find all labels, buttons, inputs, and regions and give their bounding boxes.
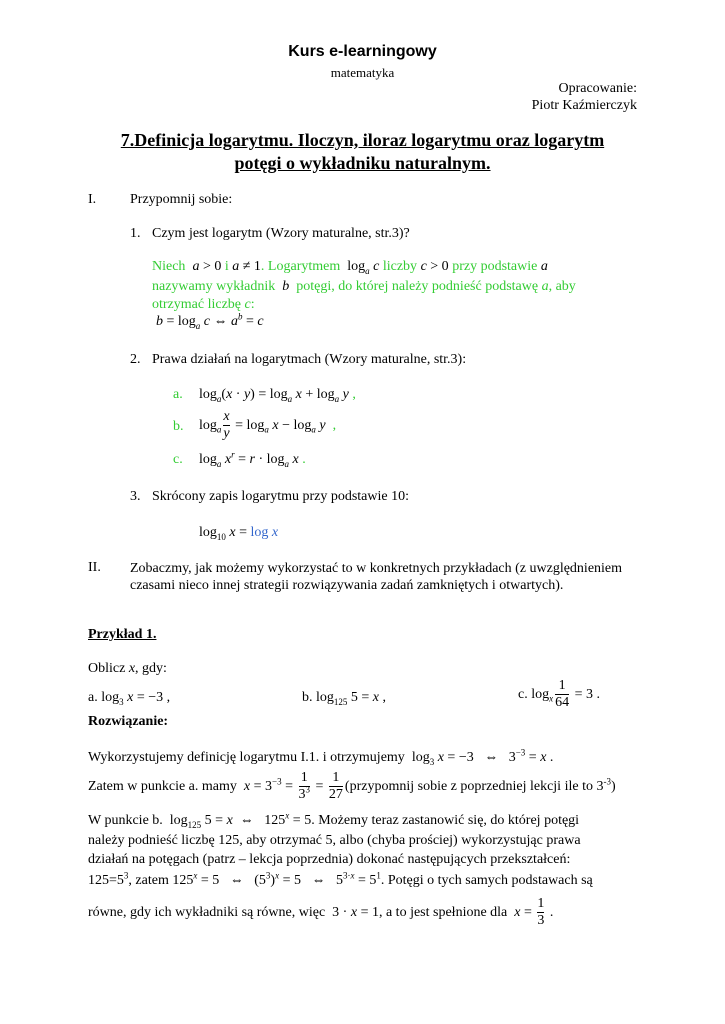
law-label-a: a. xyxy=(173,387,183,402)
definition-formula: $b = \log_a c$ ⇔ $a^b = c$ xyxy=(156,311,264,331)
solution-line4: należy podnieść liczbę 125, aby otrzymać 5, albo (chyba prościej) wykorzystując prawa xyxy=(88,833,581,848)
sol-line6-text-b: , zatem xyxy=(128,873,169,888)
example-heading: Przykład 1. xyxy=(88,627,157,642)
def-text-1e: przy podstawie xyxy=(452,259,538,274)
item3-num: 3. xyxy=(130,489,141,504)
sol-line6-text-c: . Potęgi o tych samych podstawach są xyxy=(380,873,593,888)
task-a-label: a. xyxy=(88,690,98,705)
law-label-c: c. xyxy=(173,452,183,467)
law-a-formula: $\log_a(x \cdot y) = \log_a x + \log_a y$ , xyxy=(199,387,356,404)
solution-line6: $125=5^3$, zatem $125^x = 5$ ⇔ $(5^3)^x = 5$ ⇔ $5^{3\cdot x} = 5^1$. Potęgi o tych samych podstawach są xyxy=(88,870,593,888)
section1-roman: I. xyxy=(88,192,97,207)
sol-line6-text-a: 125=5 xyxy=(88,873,124,888)
course-title: Kurs e-learningowy xyxy=(288,43,437,60)
def-text-2c: , aby xyxy=(548,279,576,294)
solution-line5: działań na potęgach (patrz – lekcja poprzednia) dokonać następujących przekształceń: xyxy=(88,852,571,867)
section2-roman: II. xyxy=(88,560,101,575)
author-label: Opracowanie: xyxy=(558,81,637,96)
prompt-text-b: , gdy: xyxy=(135,661,167,676)
solution-heading: Rozwiązanie: xyxy=(88,714,169,729)
sol-line2-text-b: (przypomnij sobie z poprzedniej lekcji ile to 3 xyxy=(344,778,604,794)
definition-line1: Niech a > 0 i a ≠ 1. Logarytmem $\log_a c$ liczby c > 0 przy podstawie a xyxy=(152,259,548,276)
def-text-3: otrzymać liczbę xyxy=(152,297,242,312)
item1-num: 1. xyxy=(130,226,141,241)
log10-formula: $\log_{10} x = \log x$ xyxy=(199,525,279,542)
task-b: b. $\log_{125} 5 = x$ , xyxy=(302,690,387,707)
def-text-1c: . Logarytmem xyxy=(260,259,341,274)
definition-line3: otrzymać liczbę c: xyxy=(152,297,255,312)
law-c-formula: $\log_a x^r = r \cdot \log_a x$ . xyxy=(199,449,306,469)
task-b-label: b. xyxy=(302,690,313,705)
item1-text: Czym jest logarytm (Wzory maturalne, str.3)? xyxy=(152,226,410,241)
math-a-gt-0: a xyxy=(188,259,200,274)
section2-text: Zobaczmy, jak możemy wykorzystać to w konkretnych przykładach (z uwzględnieniem czasami nieco innej strategii rozwiązywania zadań zamkniętych i otwartych). xyxy=(130,561,623,593)
solution-line2: Zatem w punkcie a. mamy $x = 3^{-3}$ = $\frac{1}{3^3}$ = $\frac{1}{27}$ (przypomnij sobie z poprzedniej lekcji ile to $3^{-3}$) xyxy=(88,770,616,802)
def-text-2a: nazywamy wykładnik xyxy=(152,279,276,294)
section1-heading: Przypomnij sobie: xyxy=(130,192,233,207)
sol-line1-text: Wykorzystujemy definicję logarytmu I.1. i otrzymujemy xyxy=(88,750,405,765)
item3-text: Skrócony zapis logarytmu przy podstawie 10: xyxy=(152,489,410,504)
sol-line3-text-b: . Możemy teraz zastanowić się, do której potęgi xyxy=(311,813,580,828)
sol-line7-text-a: równe, gdy ich wykładniki są równe, więc xyxy=(88,904,326,920)
example-prompt: Oblicz x, gdy: xyxy=(88,661,167,676)
definition-line2: nazywamy wykładnik b potęgi, do której należy podnieść podstawę a, aby xyxy=(152,279,576,294)
def-text-1a: Niech xyxy=(152,259,186,274)
subject-label: matematyka xyxy=(330,65,395,80)
solution-line1: Wykorzystujemy definicję logarytmu I.1. i otrzymujemy $\log_3 x = -3$ ⇔ $3^{-3} = x$ . xyxy=(88,747,554,767)
law-label-b: b. xyxy=(173,419,184,434)
def-text-1d: liczby xyxy=(382,259,418,274)
document-title-line1: 7.Definicja logarytmu. Iloczyn, iloraz logarytmu oraz logarytm xyxy=(120,130,605,150)
task-a: a. $\log_3 x = -3$ , xyxy=(88,690,171,707)
sol-line3-text-a: W punkcie b. xyxy=(88,813,163,828)
def-text-3-end: : xyxy=(250,297,255,312)
task-c: c. $\log_x$ $\frac{1}{64}$ = 3 . xyxy=(518,678,601,710)
sol-line7-text-b: , a to jest spełnione dla xyxy=(378,904,508,920)
def-text-2b: potęgi, do której należy podnieść podstawę xyxy=(296,279,539,294)
law-b-formula: $\log_a$ $\frac{x}{y}$ = $\log_a x - \log_a y$ , xyxy=(199,409,337,441)
item2-num: 2. xyxy=(130,352,141,367)
item2-text: Prawa działań na logarytmach (Wzory maturalne, str.3): xyxy=(152,352,467,367)
def-text-1b: i xyxy=(224,259,229,274)
author-name: Piotr Kaźmierczyk xyxy=(531,98,637,113)
document-title-line2: potęgi o wykładniku naturalnym. xyxy=(234,153,491,173)
task-c-label: c. xyxy=(518,686,528,702)
sol-line2-text-a: Zatem w punkcie a. mamy xyxy=(88,778,237,794)
solution-line7: równe, gdy ich wykładniki są równe, więc 3 · x = 1, a to jest spełnione dla x = $\frac{1}{3}$ . xyxy=(88,896,554,928)
log-short: log xyxy=(250,525,269,540)
solution-line3: W punkcie b. $\log_{125} 5 = x$ ⇔ $125^x = 5$. Możemy teraz zastanowić się, do której potęgi xyxy=(88,810,580,830)
prompt-text-a: Oblicz xyxy=(88,661,126,676)
